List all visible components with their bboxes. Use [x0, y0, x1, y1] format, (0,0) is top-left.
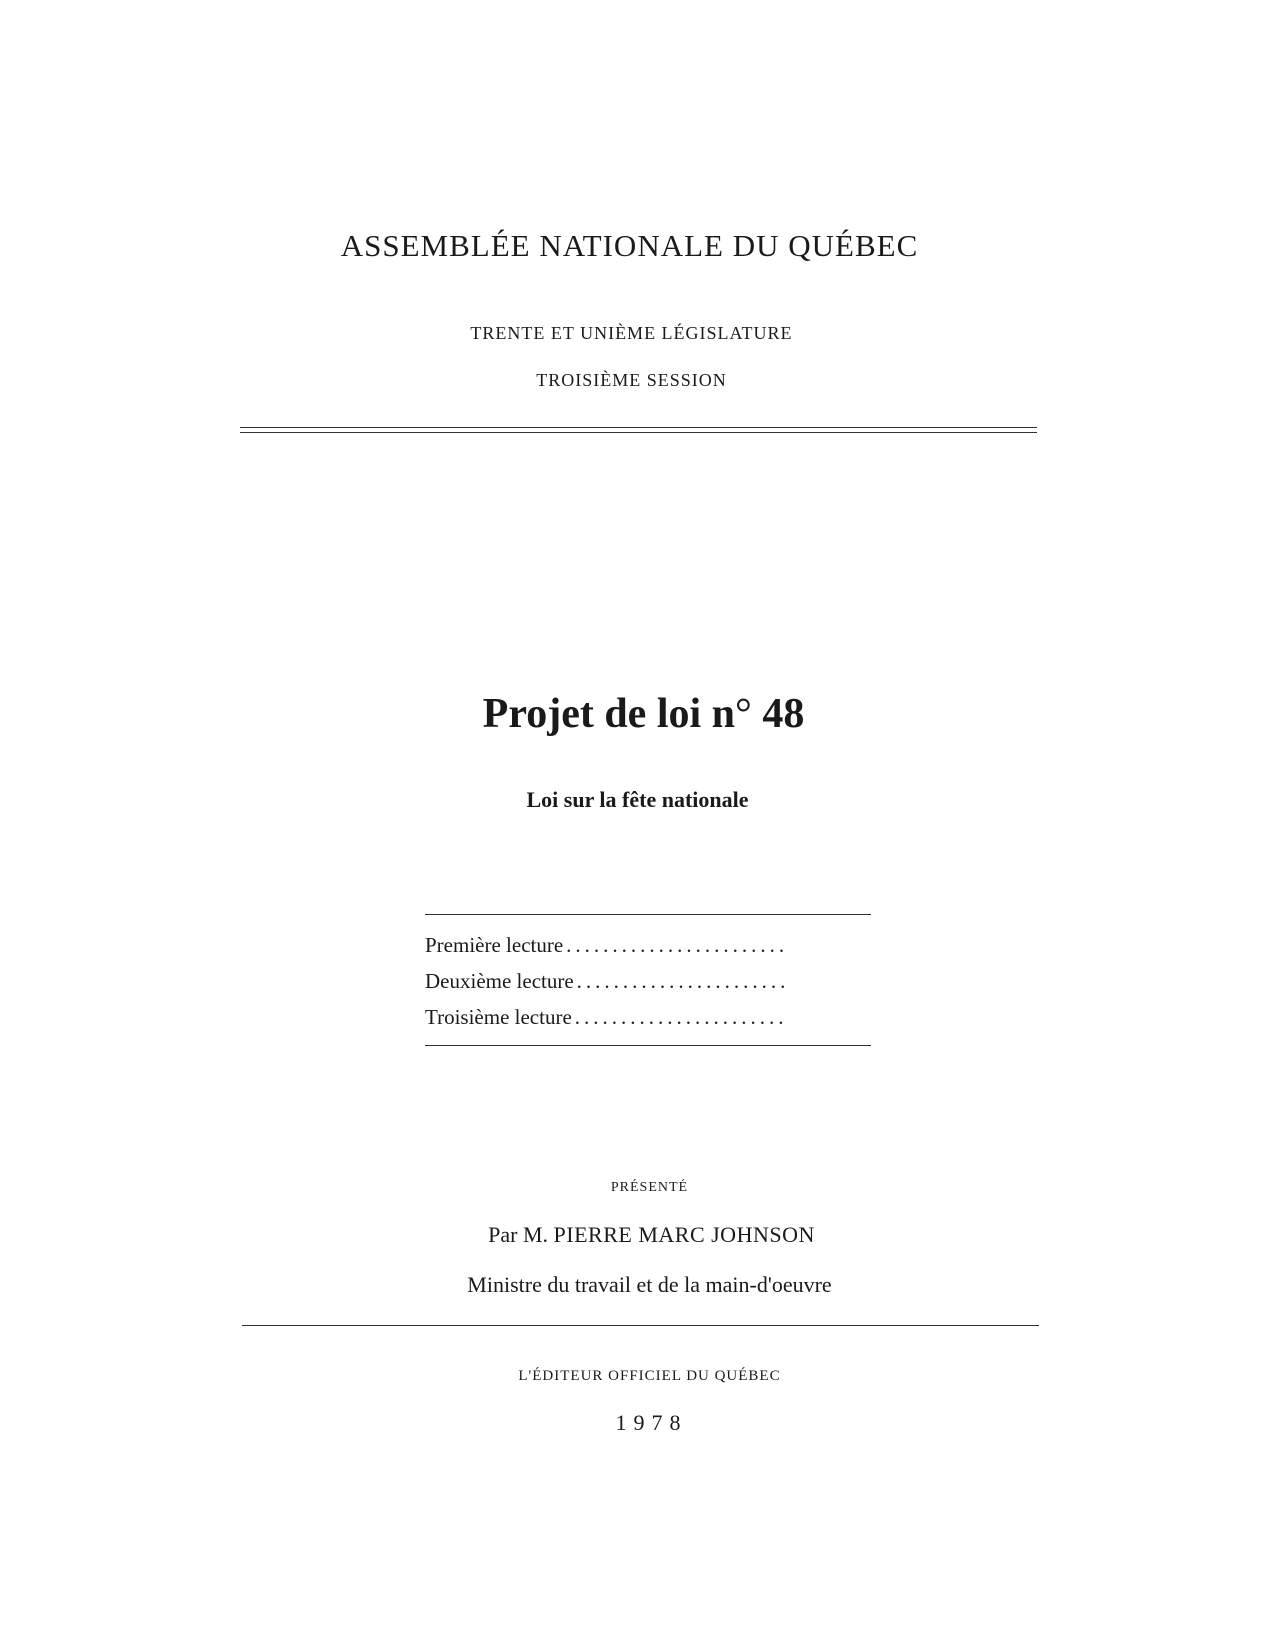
reading-label: Troisième lecture: [425, 1005, 572, 1029]
bill-number: 48: [762, 691, 805, 737]
presenter-line: [14, 1222, 1275, 1248]
degree-sign: °: [735, 691, 752, 737]
reading-label: Première lecture: [425, 933, 564, 957]
presented-label: PRÉSENTÉ: [610, 1180, 689, 1195]
header-rule-top: [240, 427, 1037, 428]
footer-rule: [242, 1325, 1039, 1326]
bill-title-prefix: Projet de loi n: [482, 691, 736, 737]
presenter-name: PIERRE MARC JOHNSON: [553, 1222, 815, 1247]
presenter-title: Ministre du travail et de la main-d'oeuvre: [467, 1272, 832, 1297]
reading-row-third: [425, 1005, 871, 1041]
bill-subtitle: Loi sur la fête nationale: [526, 787, 749, 812]
session-line: TROISIÈME SESSION: [536, 370, 727, 390]
reading-label: Deuxième lecture: [425, 969, 574, 993]
bill-title: [6, 690, 1275, 738]
dot-leader: .......................: [576, 969, 790, 993]
legislature-line: TRENTE ET UNIÈME LÉGISLATURE: [470, 323, 793, 343]
dot-leader: .......................: [574, 1005, 788, 1029]
presenter-prefix: Par M.: [488, 1222, 549, 1247]
reading-row-first: [425, 933, 871, 969]
readings-rule-top: [425, 914, 871, 915]
assembly-heading: ASSEMBLÉE NATIONALE DU QUÉBEC: [340, 228, 919, 263]
reading-row-second: [425, 969, 871, 1005]
publisher-line: L'ÉDITEUR OFFICIEL DU QUÉBEC: [518, 1368, 781, 1384]
readings-rule-bottom: [425, 1045, 871, 1046]
dot-leader: ........................: [566, 933, 789, 957]
readings-list: [425, 933, 871, 1041]
header-rule-bottom: [240, 432, 1037, 433]
publication-year: 1978: [615, 1410, 688, 1435]
